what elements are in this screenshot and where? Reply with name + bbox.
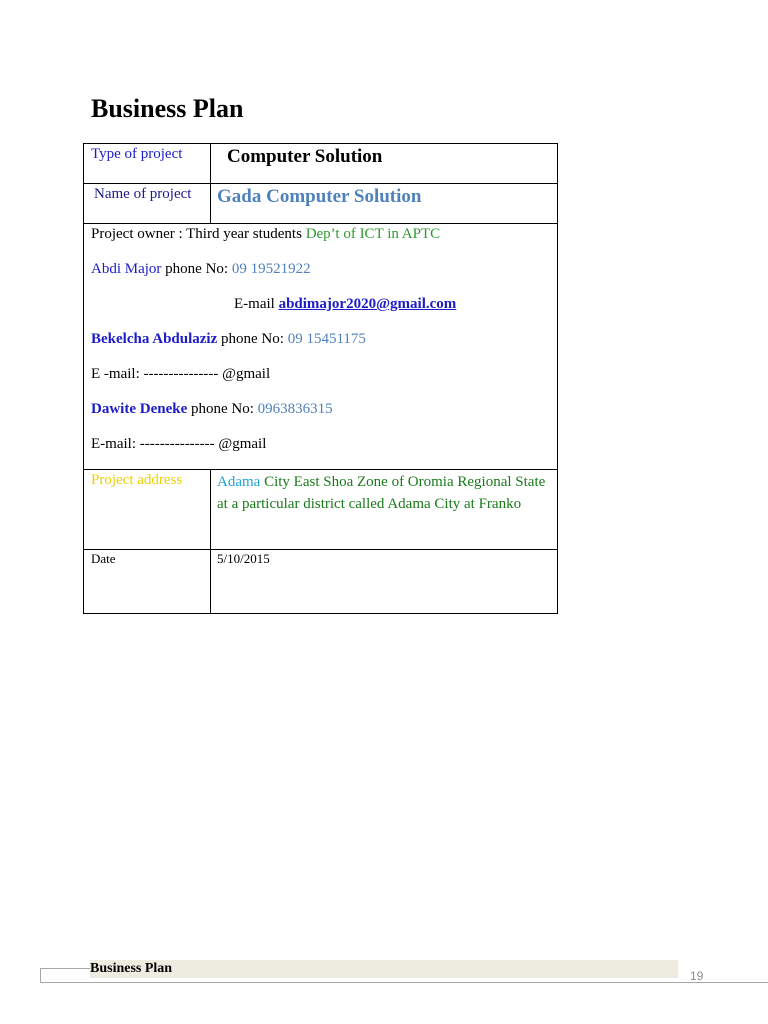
table-row-type [84, 144, 558, 184]
type-value: Computer Solution [227, 146, 383, 167]
member-2-phone: 09 15451175 [287, 331, 366, 347]
page-title: Business Plan [91, 94, 244, 123]
owner-line [91, 224, 557, 259]
member-1-name: Abdi Major [91, 261, 162, 277]
footer-rule-top [40, 968, 90, 969]
member-1-phone-label: phone No: [161, 261, 232, 277]
member-1-phone: 09 19521922 [231, 261, 311, 277]
member-1-phone-line [91, 259, 557, 294]
table-row-name [84, 184, 558, 224]
footer-title: Business Plan [90, 961, 173, 976]
address-city: Adama [217, 474, 261, 490]
footer-rule [40, 982, 768, 983]
owner-cell [84, 224, 558, 470]
address-value [211, 470, 557, 515]
footer-rule-tick [40, 968, 41, 982]
address-label: Project address [91, 472, 183, 488]
date-value-cell [211, 550, 558, 614]
member-3-name: Dawite Deneke [91, 401, 188, 417]
type-value-cell [211, 144, 558, 184]
member-1-email-label: E-mail [234, 296, 279, 312]
owner-prefix: Project owner : Third year students [91, 226, 306, 242]
member-2-email-line: E -mail: --------------- @gmail [91, 366, 271, 382]
owner-block [84, 224, 557, 469]
name-label-cell [84, 184, 211, 224]
member-3-phone-line [91, 399, 557, 434]
member-2-name: Bekelcha Abdulaziz [91, 331, 218, 347]
name-value: Gada Computer Solution [217, 186, 422, 207]
type-label-cell [84, 144, 211, 184]
table-row-date [84, 550, 558, 614]
member-1-email-line [91, 294, 557, 329]
member-3-email-line: E-mail: --------------- @gmail [91, 436, 267, 452]
owner-dept: Dep’t of ICT in APTC [305, 226, 441, 242]
page-number: 19 [690, 969, 704, 983]
member-3-phone-label: phone No: [187, 401, 258, 417]
date-value: 5/10/2015 [217, 551, 270, 566]
member-2-phone-label: phone No: [217, 331, 288, 347]
business-plan-table [83, 143, 558, 614]
member-2-phone-line [91, 329, 557, 364]
table-row-address [84, 470, 558, 550]
address-label-cell [84, 470, 211, 550]
member-3-phone: 0963836315 [257, 401, 333, 417]
date-label: Date [91, 551, 116, 566]
date-label-cell [84, 550, 211, 614]
member-1-email-link[interactable]: abdimajor2020@gmail.com [278, 296, 457, 312]
name-label: Name of project [94, 186, 192, 202]
footer-band [90, 960, 678, 978]
address-value-cell [211, 470, 558, 550]
table-row-owner [84, 224, 558, 470]
address-rest: City East Shoa Zone of Oromia Regional State at a particular district called Adama City at Franko [217, 474, 546, 512]
type-label: Type of project [91, 146, 183, 162]
name-value-cell [211, 184, 558, 224]
